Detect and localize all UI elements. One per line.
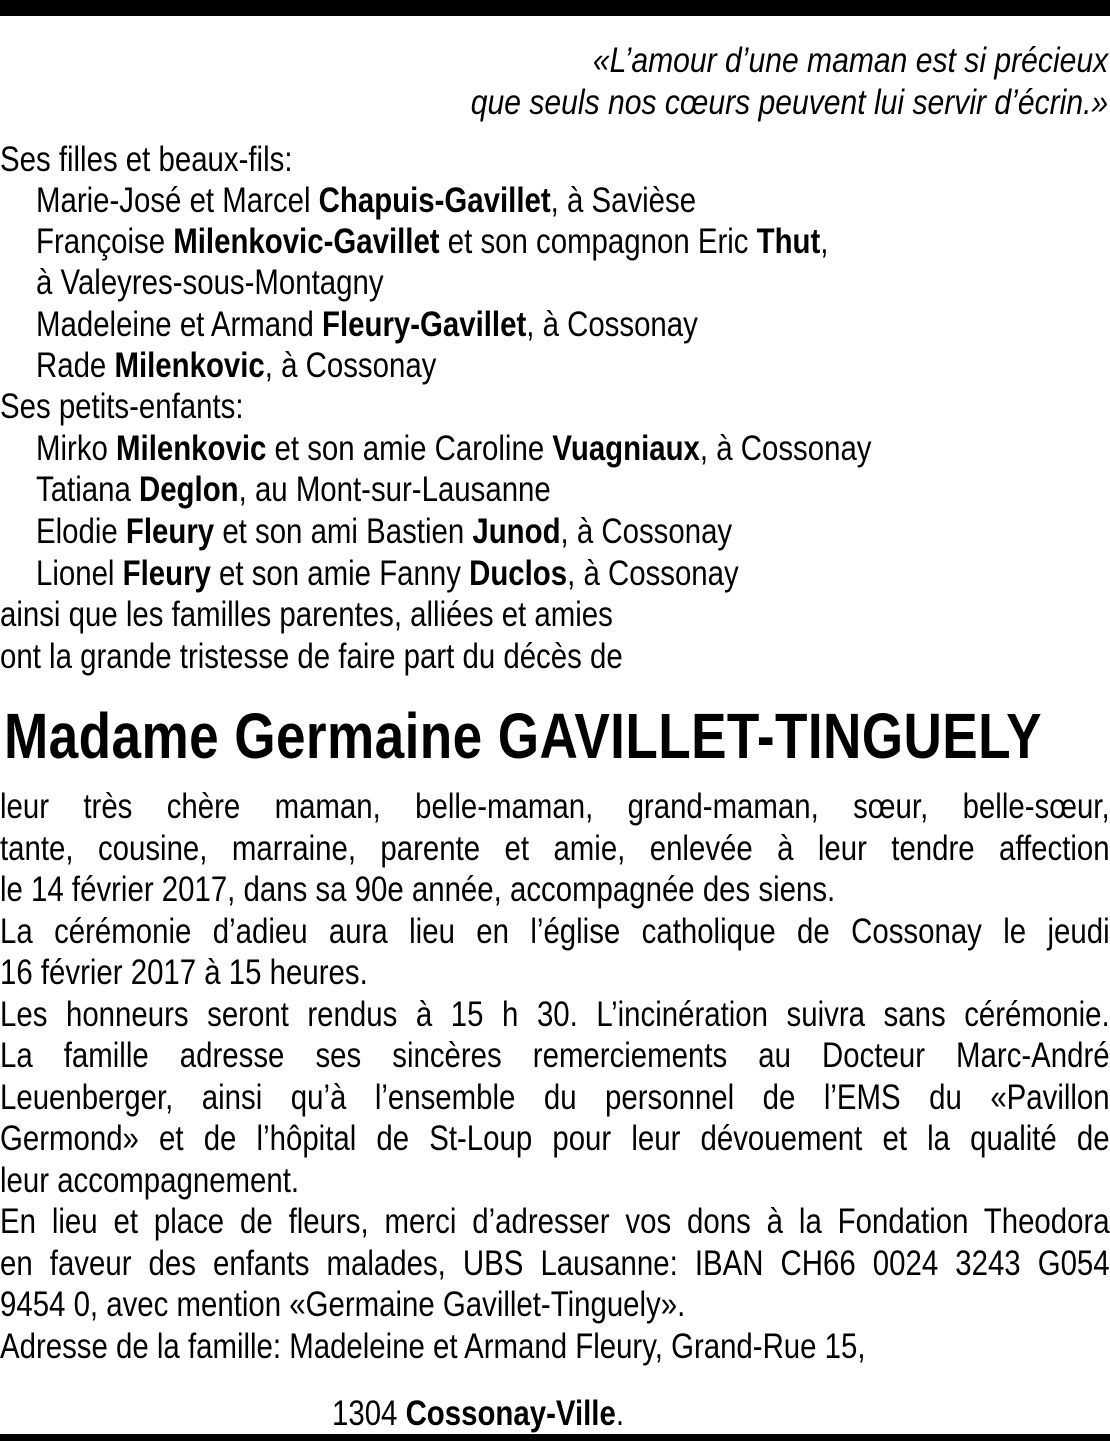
body-line: leur accompagnement.	[0, 1160, 300, 1200]
body-line: tante, cousine, marraine, parente et amie, enlevée à leur tendre affection	[0, 828, 1110, 868]
body-line: 16 février 2017 à 15 heures.	[0, 953, 368, 992]
family-entry-continued: à Valeyres-sous-Montagny	[36, 263, 384, 302]
body-line: le 14 février 2017, dans sa 90e année, accompagnée des siens.	[0, 870, 836, 909]
family-entry: Tatiana Deglon, au Mont-sur-Lausanne	[36, 470, 551, 509]
deceased-name: Madame Germaine GAVILLET-TINGUELY	[4, 700, 1042, 772]
closing-line-2: ont la grande tristesse de faire part du décès de	[0, 637, 623, 676]
family-entry: Mirko Milenkovic et son amie Caroline Vuagniaux, à Cossonay	[36, 429, 872, 468]
body-line: Les honneurs seront rendus à 15 h 30. L’incinération suivra sans cérémonie.	[0, 994, 1110, 1034]
daughters-heading: Ses filles et beaux-fils:	[0, 140, 293, 179]
body-line: leur très chère maman, belle-maman, grand-maman, sœur, belle-sœur,	[0, 787, 1110, 826]
family-address-line-2: 1304 Cossonay-Ville.	[332, 1394, 624, 1433]
family-entry: Marie-José et Marcel Chapuis-Gavillet, à Savièse	[36, 181, 697, 220]
closing-line-1: ainsi que les familles parentes, alliées et amies	[0, 595, 613, 634]
family-entry: Lionel Fleury et son amie Fanny Duclos, à Cossonay	[36, 554, 739, 593]
body-line: La famille adresse ses sincères remerciements au Docteur Marc-André	[0, 1036, 1110, 1075]
family-entry: Elodie Fleury et son ami Bastien Junod, à Cossonay	[36, 512, 733, 551]
top-rule	[0, 0, 1110, 16]
body-line: Leuenberger, ainsi qu’à l’ensemble du personnel de l’EMS du «Pavillon	[0, 1077, 1110, 1117]
family-entry: Rade Milenkovic, à Cossonay	[36, 346, 437, 385]
quote-line-1: «L’amour d’une maman est si précieux	[592, 41, 1108, 80]
bottom-rule	[0, 1434, 1110, 1441]
body-line: En lieu et place de fleurs, merci d’adresser vos dons à la Fondation Theodora	[0, 1202, 1110, 1241]
family-entry: Madeleine et Armand Fleury-Gavillet, à Cossonay	[36, 305, 698, 344]
epigraph-quote	[471, 40, 1108, 124]
body-line: en faveur des enfants malades, UBS Lausanne: IBAN CH66 0024 3243 G054	[0, 1243, 1110, 1283]
family-address-line-1: Adresse de la famille: Madeleine et Armand Fleury, Grand-Rue 15,	[0, 1326, 866, 1366]
body-line: Germond» et de l’hôpital de St-Loup pour leur dévouement et la qualité de	[0, 1119, 1110, 1158]
announcement-body	[0, 786, 1110, 1367]
body-line: La cérémonie d’adieu aura lieu en l’église catholique de Cossonay le jeudi	[0, 911, 1110, 951]
family-entry: Françoise Milenkovic-Gavillet et son compagnon Eric Thut,	[36, 222, 829, 261]
quote-line-2: que seuls nos cœurs peuvent lui servir d’écrin.»	[470, 83, 1108, 122]
body-line: 9454 0, avec mention «Germaine Gavillet-Tinguely».	[0, 1285, 686, 1324]
grandchildren-heading: Ses petits-enfants:	[0, 387, 244, 426]
